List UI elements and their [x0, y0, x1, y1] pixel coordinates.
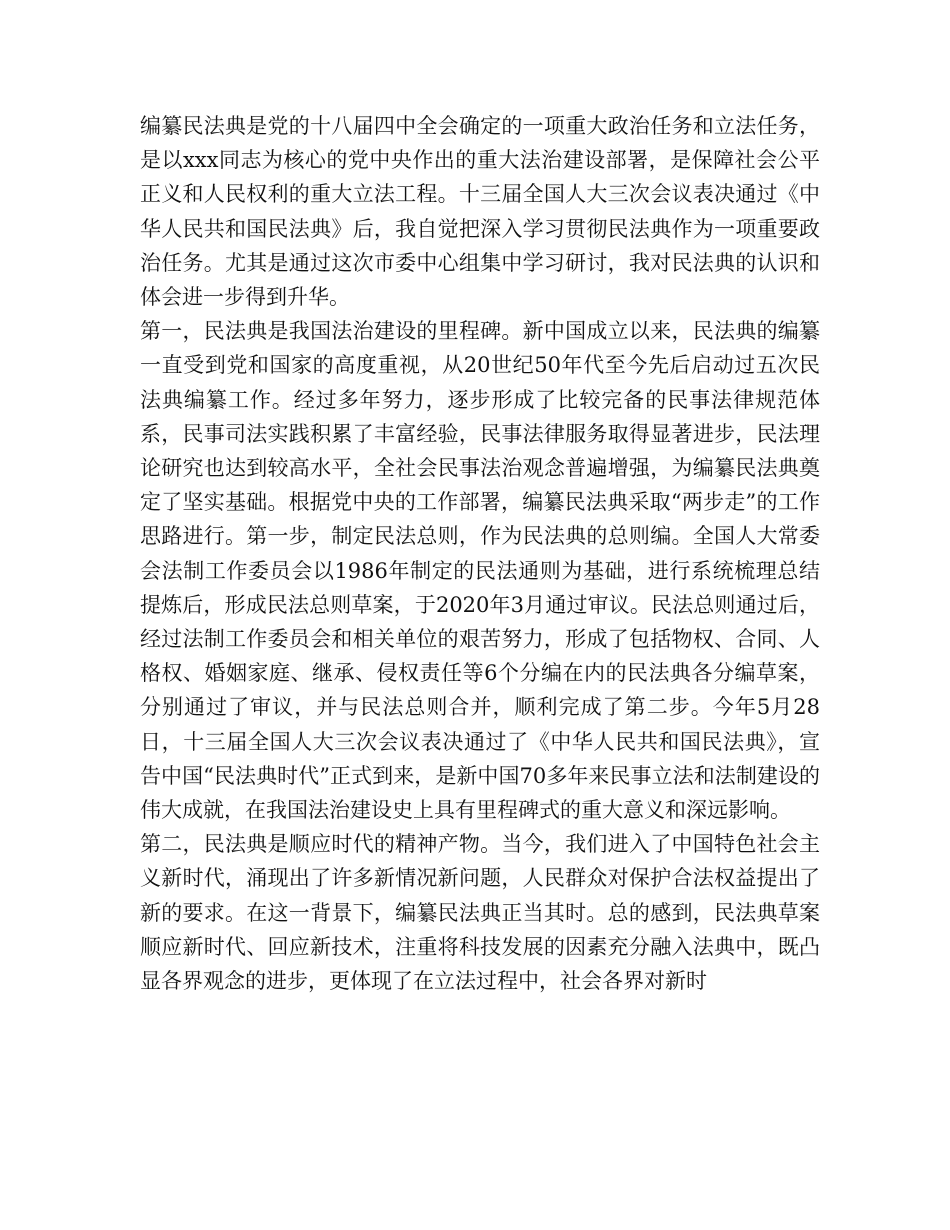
document-body	[140, 109, 820, 998]
paragraph-intro: 编纂民法典是党的十八届四中全会确定的一项重大政治任务和立法任务，是以xxx同志为核心的党中央作出的重大法治建设部署，是保障社会公平正义和人民权利的重大立法工程。十三届全国人大三次会议表决通过《中华人民共和国民法典》后，我自觉把深入学习贯彻民法典作为一项重要政治任务。尤其是通过这次市委中心组集中学习研讨，我对民法典的认识和体会进一步得到升华。	[140, 114, 820, 310]
paragraph-first-point: 第一，民法典是我国法治建设的里程碑。新中国成立以来，民法典的编纂一直受到党和国家的高度重视，从20世纪50年代至今先后启动过五次民法典编纂工作。经过多年努力，逐步形成了比较完备的民事法律规范体系，民事司法实践积累了丰富经验，民事法律服务取得显著进步，民法理论研究也达到较高水平，全社会民事法治观念普遍增强，为编纂民法典奠定了坚实基础。根据党中央的工作部署，编纂民法典采取“两步走”的工作思路进行。第一步，制定民法总则，作为民法典的总则编。全国人大常委会法制工作委员会以1986年制定的民法通则为基础，进行系统梳理总结提炼后，形成民法总则草案，于2020年3月通过审议。民法总则通过后，经过法制工作委员会和相关单位的艰苦努力，形成了包括物权、合同、人格权、婚姻家庭、继承、侵权责任等6个分编在内的民法典各分编草案，分别通过了审议，并与民法总则合并，顺利完成了第二步。今年5月28日，十三届全国人大三次会议表决通过了《中华人民共和国民法典》，宣告中国“民法典时代”正式到来，是新中国70多年来民事立法和法制建设的伟大成就，在我国法治建设史上具有里程碑式的重大意义和深远影响。	[140, 319, 820, 823]
paragraph-second-point: 第二，民法典是顺应时代的精神产物。当今，我们进入了中国特色社会主义新时代，涌现出了许多新情况新问题，人民群众对保护合法权益提出了新的要求。在这一背景下，编纂民法典正当其时。总的感到，民法典草案顺应新时代、回应新技术，注重将科技发展的因素充分融入法典中，既凸显各界观念的进步，更体现了在立法过程中，社会各界对新时	[140, 832, 820, 994]
